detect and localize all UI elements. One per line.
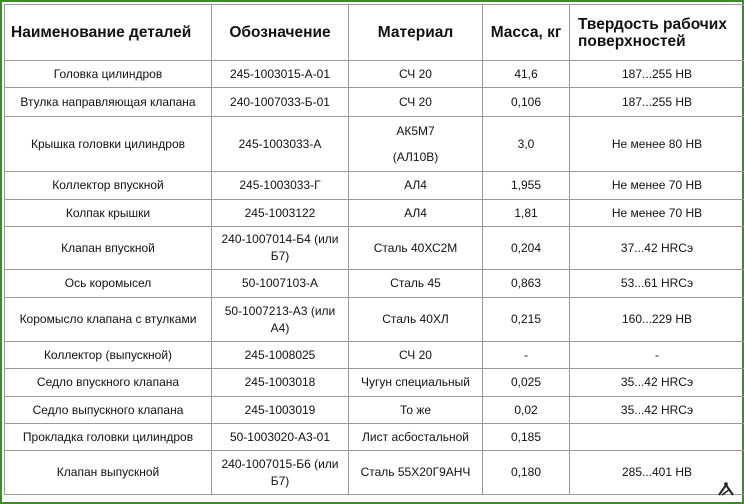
table-row [5,298,744,342]
cell-name: Головка цилиндров [5,61,212,88]
cell-name: Клапан выпускной [5,451,212,495]
cell-mass: 0,025 [483,369,570,397]
cell-designation-line: Б7) [270,473,290,488]
header-material: Материал [349,5,483,61]
cell-name: Коллектор впускной [5,172,212,200]
header-name: Наименование деталей [5,5,212,61]
cell-material: Чугун специальный [349,369,483,397]
header-designation: Обозначение [212,5,349,61]
cell-mass: 0,02 [483,397,570,424]
cell-hardness: 187...255 HB [570,61,744,88]
corner-logo-icon [716,480,736,498]
cell-hardness: 35...42 HRCэ [570,397,744,424]
cell-designation [212,451,349,495]
cell-hardness: 285...401 HB [570,451,744,495]
cell-designation: 245-1003122 [212,200,349,227]
cell-designation: 240-1007033-Б-01 [212,88,349,117]
cell-hardness: Не менее 80 HB [570,117,744,172]
parts-table [4,4,744,495]
table-row [5,342,744,369]
cell-designation-line: 240-1007015-Б6 (или [221,456,339,471]
cell-material-line: (АЛ10В) [392,149,439,164]
cell-designation-line: 50-1007213-А3 (или [224,303,336,318]
cell-hardness: 187...255 HB [570,88,744,117]
cell-designation: 245-1008025 [212,342,349,369]
cell-designation-line: Б7) [270,249,290,263]
cell-name: Колпак крышки [5,200,212,227]
table-row [5,451,744,495]
cell-name: Крышка головки цилиндров [5,117,212,172]
table-row [5,117,744,172]
cell-mass: 0,215 [483,298,570,342]
cell-name: Клапан впускной [5,227,212,270]
cell-hardness: 37...42 HRCэ [570,227,744,270]
cell-mass: 1,81 [483,200,570,227]
header-mass: Масса, кг [483,5,570,61]
table-row [5,270,744,298]
cell-material: Сталь 40ХС2М [349,227,483,270]
table-row [5,397,744,424]
header-row [5,5,744,61]
cell-material: АЛ4 [349,172,483,200]
cell-material [349,117,483,172]
cell-designation: 50-1003020-А3-01 [212,424,349,451]
table-row [5,424,744,451]
cell-name: Втулка направляющая клапана [5,88,212,117]
cell-mass: 0,863 [483,270,570,298]
cell-material: АЛ4 [349,200,483,227]
cell-material: Лист асбостальной [349,424,483,451]
cell-material: СЧ 20 [349,88,483,117]
cell-designation: 245-1003018 [212,369,349,397]
cell-hardness [570,424,744,451]
cell-designation: 245-1003033-А [212,117,349,172]
cell-name: Коромысло клапана с втулками [5,298,212,342]
cell-designation: 245-1003015-А-01 [212,61,349,88]
cell-mass: 41,6 [483,61,570,88]
cell-material: СЧ 20 [349,61,483,88]
cell-mass: 0,185 [483,424,570,451]
table-row [5,227,744,270]
cell-material: Сталь 45 [349,270,483,298]
cell-material: Сталь 55Х20Г9АНЧ [349,451,483,495]
cell-mass: 0,204 [483,227,570,270]
cell-mass: 1,955 [483,172,570,200]
cell-designation [212,227,349,270]
table-row [5,61,744,88]
cell-hardness: Не менее 70 HB [570,172,744,200]
table-row [5,88,744,117]
table-row [5,200,744,227]
cell-hardness: 35...42 HRCэ [570,369,744,397]
cell-material: То же [349,397,483,424]
table-row [5,172,744,200]
table-row [5,369,744,397]
cell-material-line: АК5М7 [396,123,435,138]
cell-name: Ось коромысел [5,270,212,298]
cell-mass: 0,106 [483,88,570,117]
cell-name: Седло впускного клапана [5,369,212,397]
cell-hardness: 160...229 HB [570,298,744,342]
cell-material: Сталь 40ХЛ [349,298,483,342]
cell-designation: 245-1003033-Г [212,172,349,200]
cell-material: СЧ 20 [349,342,483,369]
cell-designation: 50-1007103-А [212,270,349,298]
cell-mass: 3,0 [483,117,570,172]
cell-designation: 245-1003019 [212,397,349,424]
header-hardness: Твердость рабочих поверхностей [570,5,744,61]
cell-name: Коллектор (выпускной) [5,342,212,369]
cell-designation [212,298,349,342]
cell-hardness: 53...61 HRCэ [570,270,744,298]
cell-name: Прокладка головки цилиндров [5,424,212,451]
cell-designation-line: А4) [270,320,290,335]
cell-name: Седло выпускного клапана [5,397,212,424]
cell-mass: - [483,342,570,369]
cell-hardness: Не менее 70 HB [570,200,744,227]
cell-hardness: - [570,342,744,369]
cell-designation-line: 240-1007014-Б4 (или [221,232,339,246]
cell-mass: 0,180 [483,451,570,495]
